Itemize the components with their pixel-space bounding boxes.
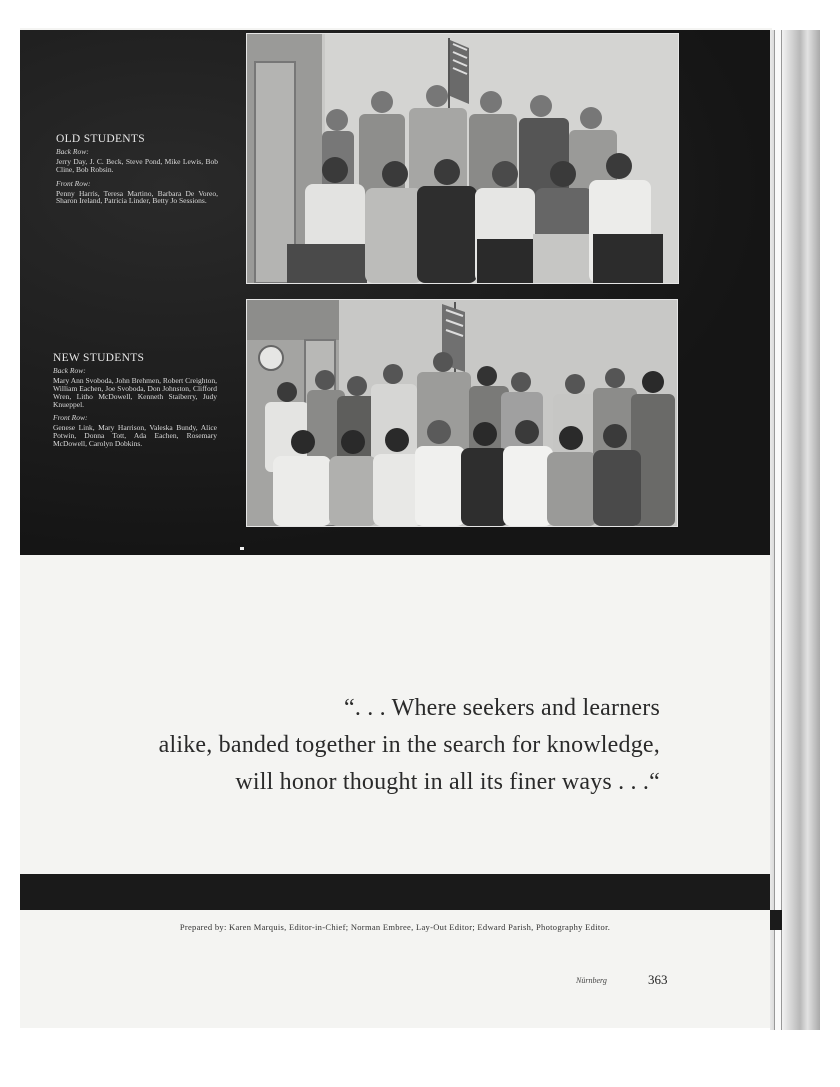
quote-line-3: will honor thought in all its finer ways . . .“ (235, 769, 660, 795)
new-students-photo (246, 299, 678, 527)
credits-line: Prepared by: Karen Marquis, Editor-in-Chief; Norman Embree, Lay-Out Editor; Edward Parish, Photography Editor. (179, 922, 611, 932)
print-speck (240, 547, 244, 550)
old-students-photo (246, 33, 679, 284)
new-back-row-names: Mary Ann Svoboda, John Brehmen, Robert Creighton, William Eachen, Joe Svoboda, Don Johnston, Clifford Wren, Litho McDowell, Kenneth Staiberry, Judy Knueppel. (53, 375, 217, 409)
new-students-caption (53, 352, 217, 454)
old-front-row-label: Front Row: (56, 178, 91, 188)
new-front-row-label: Front Row: (53, 413, 88, 423)
old-students-heading: OLD STUDENTS (56, 133, 145, 145)
quote-block (20, 690, 660, 801)
new-back-row-label: Back Row: (53, 366, 86, 376)
footer-place: Nürnberg (576, 976, 607, 985)
old-students-caption (56, 133, 218, 211)
book-binding (770, 30, 820, 1030)
new-students-heading: NEW STUDENTS (53, 352, 145, 364)
new-front-row-names: Genese Link, Mary Harrison, Valeska Bundy, Alice Potwin, Donna Tott, Ada Eachen, Rosemary McDowell, Carolyn Dobkins. (53, 423, 217, 449)
decorative-bar (20, 874, 770, 910)
page-number: 363 (648, 972, 668, 987)
page-edge (774, 30, 782, 1030)
old-back-row-names: Jerry Day, J. C. Beck, Steve Pond, Mike Lewis, Bob Cline, Bob Robsin. (56, 156, 218, 174)
binding-tab (770, 910, 782, 930)
quote-line-1: “. . . Where seekers and learners (344, 695, 660, 721)
old-back-row-label: Back Row: (56, 147, 89, 157)
quote-line-2: alike, banded together in the search for knowledge, (158, 732, 660, 758)
old-front-row-names: Penny Harris, Teresa Martino, Barbara De Voreo, Sharon Ireland, Patricia Linder, Betty Jo Sessions. (56, 188, 218, 206)
